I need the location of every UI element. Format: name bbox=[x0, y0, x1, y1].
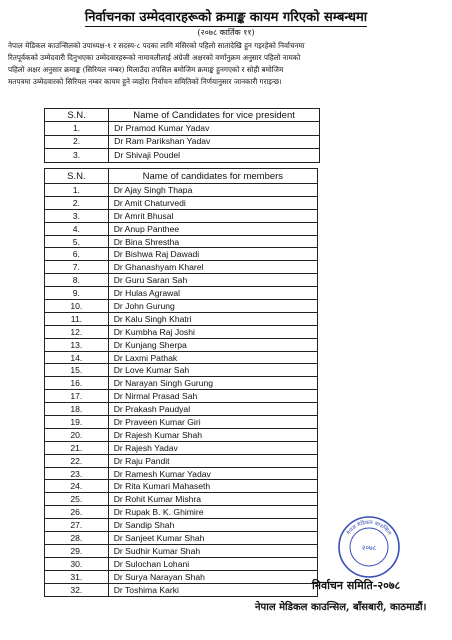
table-row bbox=[45, 390, 318, 403]
stamp-ring-label: नेपाल मेडिकल काउन्सिल bbox=[345, 519, 393, 537]
row-serial-number: 7. bbox=[45, 261, 109, 274]
row-candidate-name: Dr Ram Parikshan Yadav bbox=[109, 135, 320, 148]
name-column-header: Name of candidates for members bbox=[108, 169, 317, 184]
row-serial-number: 12. bbox=[45, 325, 109, 338]
table-row bbox=[45, 583, 318, 596]
row-serial-number: 2. bbox=[45, 196, 109, 209]
table-row bbox=[45, 325, 318, 338]
row-candidate-name: Dr Raju Pandit bbox=[108, 454, 317, 467]
row-serial-number: 8. bbox=[45, 274, 109, 287]
row-candidate-name: Dr Sandip Shah bbox=[108, 519, 317, 532]
row-serial-number: 26. bbox=[45, 506, 109, 519]
row-candidate-name: Dr Shivaji Poudel bbox=[109, 149, 320, 162]
row-candidate-name: Dr Hulas Agrawal bbox=[108, 287, 317, 300]
row-serial-number: 23. bbox=[45, 467, 109, 480]
table-row bbox=[45, 441, 318, 454]
document-date: (२०७८ कार्तिक ११) bbox=[197, 28, 255, 37]
row-candidate-name: Dr Love Kumar Sah bbox=[108, 364, 317, 377]
row-candidate-name: Dr Rupak B. K. Ghimire bbox=[108, 506, 317, 519]
members-rows bbox=[45, 184, 318, 597]
row-candidate-name: Dr Bishwa Raj Dawadi bbox=[108, 248, 317, 261]
table-row bbox=[45, 544, 318, 557]
row-serial-number: 22. bbox=[45, 454, 109, 467]
table-row bbox=[45, 467, 318, 480]
council-address: नेपाल मेडिकल काउन्सिल, बाँसबारी, काठमाडौं। bbox=[255, 602, 427, 613]
table-row bbox=[45, 351, 318, 364]
row-candidate-name: Dr Toshima Karki bbox=[108, 583, 317, 596]
row-candidate-name: Dr Guru Saran Sah bbox=[108, 274, 317, 287]
table-row bbox=[45, 506, 318, 519]
row-candidate-name: Dr Kalu Singh Khatri bbox=[108, 312, 317, 325]
table-row bbox=[45, 416, 318, 429]
row-candidate-name: Dr Anup Panthee bbox=[108, 222, 317, 235]
row-serial-number: 19. bbox=[45, 416, 109, 429]
row-serial-number: 31. bbox=[45, 570, 109, 583]
title-text: निर्वाचनका उम्मेदवारहरूको क्रमाङ्क कायम गरिएको सम्बन्धमा bbox=[84, 10, 368, 25]
row-candidate-name: Dr Sanjeet Kumar Shah bbox=[108, 532, 317, 545]
row-serial-number: 15. bbox=[45, 364, 109, 377]
row-candidate-name: Dr Nirmal Prasad Sah bbox=[108, 390, 317, 403]
notice-line: नेपाल मेडिकल काउन्सिलको उपाध्यक्ष-१ र सदस्य-८ पदका लागि मंसिरको पहिलो सातादेखि हुन गइरहेको निर्वाचनमा bbox=[8, 41, 305, 50]
row-candidate-name: Dr Narayan Singh Gurung bbox=[108, 377, 317, 390]
row-serial-number: 27. bbox=[45, 519, 109, 532]
committee-stamp bbox=[337, 515, 401, 579]
sn-column-header: S.N. bbox=[45, 109, 109, 122]
table-row bbox=[45, 403, 318, 416]
row-serial-number: 1. bbox=[45, 184, 109, 197]
table-row bbox=[45, 149, 320, 162]
row-serial-number: 20. bbox=[45, 428, 109, 441]
notice-paragraph bbox=[8, 40, 446, 88]
row-serial-number: 9. bbox=[45, 287, 109, 300]
table-row bbox=[45, 222, 318, 235]
row-serial-number: 10. bbox=[45, 300, 109, 313]
row-candidate-name: Dr Sudhir Kumar Shah bbox=[108, 544, 317, 557]
row-candidate-name: Dr Rohit Kumar Mishra bbox=[108, 493, 317, 506]
notice-line: रितपूर्वकको उम्मेदवारी दिनुभएका उम्मेदवारहरूको नामावलीलाई अंग्रेजी अक्षरको वर्णानुक्रम अनुसार पहिलो नामको bbox=[8, 53, 301, 62]
row-candidate-name: Dr Kunjang Sherpa bbox=[108, 338, 317, 351]
row-candidate-name: Dr Ghanashyam Kharel bbox=[108, 261, 317, 274]
row-serial-number: 16. bbox=[45, 377, 109, 390]
table-row bbox=[45, 235, 318, 248]
members-table bbox=[44, 168, 318, 597]
row-candidate-name: Dr Sulochan Lohani bbox=[108, 557, 317, 570]
table-row bbox=[45, 184, 318, 197]
row-serial-number: 17. bbox=[45, 390, 109, 403]
row-candidate-name: Dr Ramesh Kumar Yadav bbox=[108, 467, 317, 480]
table-row bbox=[45, 300, 318, 313]
table-row bbox=[45, 274, 318, 287]
row-serial-number: 11. bbox=[45, 312, 109, 325]
vice-president-rows bbox=[45, 122, 320, 162]
row-serial-number: 30. bbox=[45, 557, 109, 570]
table-row bbox=[45, 570, 318, 583]
row-candidate-name: Dr Laxmi Pathak bbox=[108, 351, 317, 364]
row-candidate-name: Dr Bina Shrestha bbox=[108, 235, 317, 248]
notice-line: पहिलो अक्षर अनुसार क्रमाङ्क (सिरियल नम्बर) मिलाउँदा तपसिल बमोजिम क्रमाङ्क हुनगएको र सोही बमोजिम bbox=[8, 65, 284, 74]
table-header-row bbox=[45, 169, 318, 184]
row-serial-number: 32. bbox=[45, 583, 109, 596]
row-serial-number: 4. bbox=[45, 222, 109, 235]
table-row bbox=[45, 287, 318, 300]
table-row bbox=[45, 493, 318, 506]
row-serial-number: 1. bbox=[45, 122, 109, 135]
table-row bbox=[45, 196, 318, 209]
row-serial-number: 2. bbox=[45, 135, 109, 148]
table-header-row bbox=[45, 109, 320, 122]
table-row bbox=[45, 135, 320, 148]
row-candidate-name: Dr Prakash Paudyal bbox=[108, 403, 317, 416]
table-row bbox=[45, 364, 318, 377]
table-row bbox=[45, 519, 318, 532]
table-row bbox=[45, 480, 318, 493]
sn-column-header: S.N. bbox=[45, 169, 109, 184]
table-row bbox=[45, 122, 320, 135]
row-serial-number: 6. bbox=[45, 248, 109, 261]
table-row bbox=[45, 209, 318, 222]
committee-name: निर्वाचन समिति-२०७८ bbox=[312, 579, 401, 592]
row-serial-number: 24. bbox=[45, 480, 109, 493]
row-serial-number: 3. bbox=[45, 209, 109, 222]
name-column-header: Name of Candidates for vice president bbox=[109, 109, 320, 122]
row-serial-number: 3. bbox=[45, 149, 109, 162]
vice-president-table bbox=[44, 108, 320, 163]
table-row bbox=[45, 312, 318, 325]
row-serial-number: 13. bbox=[45, 338, 109, 351]
row-candidate-name: Dr Rita Kumari Mahaseth bbox=[108, 480, 317, 493]
row-serial-number: 18. bbox=[45, 403, 109, 416]
row-candidate-name: Dr Surya Narayan Shah bbox=[108, 570, 317, 583]
row-candidate-name: Dr Rajesh Kumar Shah bbox=[108, 428, 317, 441]
notice-line: मतपत्रमा उम्मेदवारको सिरियल नम्बर कायम हुने व्यहोरा निर्वाचन समितिको निर्णयानुसार जानकारी गराइन्छ। bbox=[8, 77, 282, 86]
table-row bbox=[45, 557, 318, 570]
table-row bbox=[45, 377, 318, 390]
row-serial-number: 5. bbox=[45, 235, 109, 248]
row-candidate-name: Dr Amit Chaturvedi bbox=[108, 196, 317, 209]
row-candidate-name: Dr Pramod Kumar Yadav bbox=[109, 122, 320, 135]
stamp-year: २०७८ bbox=[361, 544, 377, 552]
row-candidate-name: Dr Amrit Bhusal bbox=[108, 209, 317, 222]
row-serial-number: 14. bbox=[45, 351, 109, 364]
row-candidate-name: Dr John Gurung bbox=[108, 300, 317, 313]
row-candidate-name: Dr Kumbha Raj Joshi bbox=[108, 325, 317, 338]
row-serial-number: 28. bbox=[45, 532, 109, 545]
row-serial-number: 29. bbox=[45, 544, 109, 557]
row-serial-number: 21. bbox=[45, 441, 109, 454]
row-candidate-name: Dr Rajesh Yadav bbox=[108, 441, 317, 454]
row-candidate-name: Dr Ajay Singh Thapa bbox=[108, 184, 317, 197]
table-row bbox=[45, 428, 318, 441]
row-candidate-name: Dr Praveen Kumar Giri bbox=[108, 416, 317, 429]
table-row bbox=[45, 248, 318, 261]
document-title bbox=[0, 7, 452, 25]
table-row bbox=[45, 338, 318, 351]
table-row bbox=[45, 454, 318, 467]
table-row bbox=[45, 532, 318, 545]
table-row bbox=[45, 261, 318, 274]
row-serial-number: 25. bbox=[45, 493, 109, 506]
